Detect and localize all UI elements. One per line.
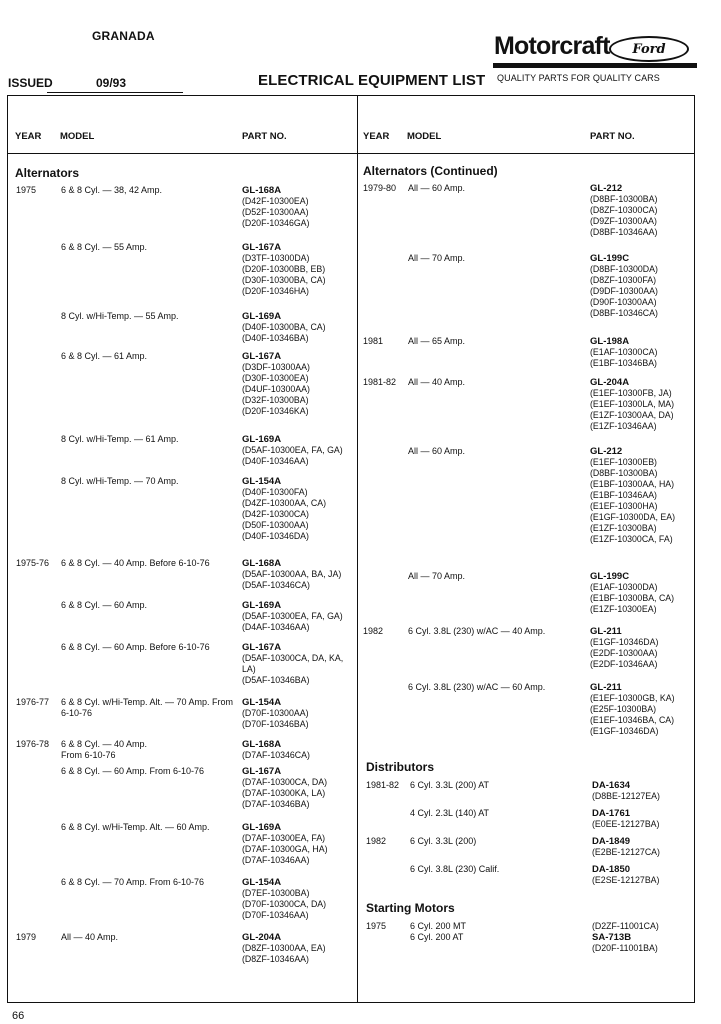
part-number: GL-154A [242, 697, 282, 708]
row-year: 1981-82 [363, 377, 397, 387]
part-subnumber: (D40F-10300BA, CA) [242, 322, 326, 332]
part-subnumber: (D52F-10300AA) [242, 207, 309, 217]
row-model: 8 Cyl. w/Hi-Temp. — 61 Amp. [61, 434, 179, 444]
part-subnumber: (E1EF-10300FB, JA) [590, 388, 672, 398]
part-subnumber: (D8BF-10346CA) [590, 308, 658, 318]
part-subnumber: (D7AF-10300EA, FA) [242, 833, 326, 843]
row-year: 1975-76 [16, 558, 50, 568]
part-subnumber: (D32F-10300BA) [242, 395, 309, 405]
part-subnumber: (D9DF-10300AA) [590, 286, 658, 296]
row-year: 1976-77 [16, 697, 50, 707]
part-subnumber: (D9ZF-10300AA) [590, 216, 657, 226]
part-number: GL-154A [242, 476, 282, 487]
section-alternators: Alternators [15, 166, 80, 180]
header-rule [7, 153, 695, 154]
part-subnumber: (D5AF-10300EA, FA, GA) [242, 611, 343, 621]
part-subnumber: (D20F-10300BB, EB) [242, 264, 326, 274]
part-number: GL-169A [242, 311, 282, 322]
row-model: 6 & 8 Cyl. w/Hi-Temp. Alt. — 60 Amp. [61, 822, 210, 832]
part-subnumber: (E1AF-10300CA) [590, 347, 658, 357]
col-model-header-right: MODEL [407, 131, 442, 142]
row-year: 1979-80 [363, 183, 397, 193]
col-year-header-right: YEAR [363, 131, 390, 142]
part-subnumber: (D30F-10300BA, CA) [242, 275, 326, 285]
issued-underline [47, 92, 183, 93]
part-subnumber: (D42F-10300EA) [242, 196, 309, 206]
part-number: GL-212 [590, 446, 623, 457]
row-model: All — 40 Amp. [408, 377, 466, 387]
part-subnumber: (E1BF-10300BA, CA) [590, 593, 675, 603]
part-number: GL-168A [242, 739, 282, 750]
part-number: GL-167A [242, 642, 282, 653]
tagline: QUALITY PARTS FOR QUALITY CARS [497, 73, 660, 83]
part-subnumber: (D20F-10346KA) [242, 406, 309, 416]
part-number: GL-212 [590, 183, 623, 194]
row-model: 8 Cyl. w/Hi-Temp. — 55 Amp. [61, 311, 179, 321]
row-model: All — 65 Amp. [408, 336, 466, 346]
part-subnumber: (E1AF-10300DA) [590, 582, 658, 592]
row-year: 1982 [363, 626, 384, 636]
part-subnumber: (D20F-11001BA) [592, 943, 658, 953]
part-subnumber: (D8BF-10300BA) [590, 468, 658, 478]
col-model-header: MODEL [60, 131, 95, 142]
row-model: 6 & 8 Cyl. — 60 Amp. From 6-10-76 [61, 766, 205, 776]
part-subnumber: (D40F-10346BA) [242, 333, 309, 343]
part-subnumber: (E1GF-10346DA) [590, 726, 659, 736]
row-model: 6 & 8 Cyl. — 60 Amp. Before 6-10-76 [61, 642, 210, 652]
row-year: 1981 [363, 336, 384, 346]
part-subnumber: (D5AF-10346CA) [242, 580, 310, 590]
row-year: 1981-82 [366, 780, 400, 790]
part-subnumber: (E1ZF-10346AA) [590, 421, 657, 431]
page-number: 66 [12, 1010, 25, 1022]
part-subnumber: (E1ZF-10300EA) [590, 604, 657, 614]
column-divider [357, 95, 358, 1003]
part-subnumber: (D30F-10300EA) [242, 373, 309, 383]
part-number: GL-154A [242, 877, 282, 888]
part-subnumber: (E2DF-10300AA) [590, 648, 658, 658]
part-subnumber: (D7AF-10346BA) [242, 799, 310, 809]
part-subnumber: (D20F-10346HA) [242, 286, 309, 296]
part-number: GL-198A [590, 336, 630, 347]
part-number: GL-169A [242, 600, 282, 611]
part-number: GL-204A [242, 932, 282, 943]
row-model: 6 & 8 Cyl. — 61 Amp. [61, 351, 148, 361]
row-year: 1975 [16, 185, 37, 195]
part-number: GL-199C [590, 253, 630, 264]
row-model: From 6-10-76 [61, 750, 116, 760]
part-subnumber: (D70F-10346BA) [242, 719, 309, 729]
part-subnumber: LA) [242, 664, 256, 674]
part-subnumber: (D8ZF-10300AA, EA) [242, 943, 326, 953]
row-model: 6 & 8 Cyl. w/Hi-Temp. Alt. — 70 Amp. From [61, 697, 234, 707]
row-model: 6-10-76 [61, 708, 93, 718]
row-model: All — 60 Amp. [408, 183, 466, 193]
section-starting-motors: Starting Motors [366, 901, 455, 915]
ford-oval-logo: Ford [609, 36, 689, 62]
part-subnumber: (D5AF-10300AA, BA, JA) [242, 569, 342, 579]
section-alternators-continued: Alternators (Continued) [363, 164, 498, 178]
row-model: 6 & 8 Cyl. — 40 Amp. Before 6-10-76 [61, 558, 210, 568]
part-number: GL-167A [242, 242, 282, 253]
part-number: DA-1849 [592, 836, 631, 847]
part-subnumber: (D42F-10300CA) [242, 509, 309, 519]
part-subnumber: (D70F-10346AA) [242, 910, 309, 920]
part-subnumber: (D20F-10346GA) [242, 218, 310, 228]
part-subnumber: (E1BF-10346AA) [590, 490, 657, 500]
part-subnumber: (D8ZF-10300FA) [590, 275, 656, 285]
part-subnumber: (E1GF-10346DA) [590, 637, 659, 647]
part-subnumber: (D8BE-12127EA) [592, 791, 660, 801]
part-subnumber: (D7AF-10346AA) [242, 855, 310, 865]
part-number: DA-1761 [592, 808, 631, 819]
row-model: 6 & 8 Cyl. — 60 Amp. [61, 600, 148, 610]
part-subnumber: (E25F-10300BA) [590, 704, 657, 714]
part-number: DA-1634 [592, 780, 631, 791]
part-number: GL-169A [242, 434, 282, 445]
part-subnumber: (D40F-10300FA) [242, 487, 308, 497]
part-subnumber: (D5AF-10300CA, DA, KA, [242, 653, 344, 663]
part-subnumber: (D8BF-10346AA) [590, 227, 658, 237]
col-part-header-right: PART NO. [590, 131, 635, 142]
part-subnumber: (D8ZF-10346AA) [242, 954, 309, 964]
row-model: 6 Cyl. 3.3L (200) AT [410, 780, 490, 790]
part-subnumber: (D4ZF-10300AA, CA) [242, 498, 327, 508]
vehicle-name: GRANADA [92, 29, 155, 43]
part-subnumber: (D8ZF-10300CA) [590, 205, 658, 215]
part-subnumber: (D5AF-10346BA) [242, 675, 310, 685]
part-subnumber: (D7EF-10300BA) [242, 888, 310, 898]
part-subnumber: (E1BF-10346BA) [590, 358, 657, 368]
part-number: GL-167A [242, 766, 282, 777]
part-subnumber: (D7AF-10300KA, LA) [242, 788, 326, 798]
row-model: 6 & 8 Cyl. — 40 Amp. [61, 739, 148, 749]
row-model: 6 Cyl. 200 AT [410, 932, 464, 942]
page-title: ELECTRICAL EQUIPMENT LIST [258, 72, 486, 89]
part-subnumber: (D40F-10346DA) [242, 531, 309, 541]
part-subnumber: (D2ZF-11001CA) [592, 921, 659, 931]
part-number: GL-168A [242, 185, 282, 196]
part-number: GL-211 [590, 626, 622, 637]
part-subnumber: (E1ZF-10300AA, DA) [590, 410, 674, 420]
row-year: 1982 [366, 836, 387, 846]
col-part-header: PART NO. [242, 131, 287, 142]
part-number: GL-199C [590, 571, 630, 582]
part-number: DA-1850 [592, 864, 631, 875]
part-subnumber: (D40F-10346AA) [242, 456, 309, 466]
part-subnumber: (E1EF-10346BA, CA) [590, 715, 675, 725]
row-model: All — 60 Amp. [408, 446, 466, 456]
part-subnumber: (D3TF-10300DA) [242, 253, 310, 263]
motorcraft-logo: Motorcraft [494, 32, 610, 60]
col-year-header: YEAR [15, 131, 42, 142]
part-subnumber: (D7AF-10300GA, HA) [242, 844, 328, 854]
section-distributors: Distributors [366, 760, 435, 774]
part-subnumber: (D7AF-10300CA, DA) [242, 777, 328, 787]
row-model: 6 & 8 Cyl. — 55 Amp. [61, 242, 148, 252]
row-model: All — 70 Amp. [408, 571, 466, 581]
row-year: 1975 [366, 921, 387, 931]
row-model: All — 70 Amp. [408, 253, 466, 263]
part-subnumber: (E1ZF-10300CA, FA) [590, 534, 673, 544]
issued-label: ISSUED [8, 76, 53, 90]
part-subnumber: (E1EF-10300GB, KA) [590, 693, 675, 703]
part-subnumber: (D7AF-10346CA) [242, 750, 310, 760]
part-subnumber: (E1ZF-10300BA) [590, 523, 657, 533]
part-subnumber: (D8BF-10300BA) [590, 194, 658, 204]
part-number: SA-713B [592, 932, 632, 943]
row-model: 6 & 8 Cyl. — 38, 42 Amp. [61, 185, 163, 195]
row-model: 4 Cyl. 2.3L (140) AT [410, 808, 490, 818]
part-number: GL-167A [242, 351, 282, 362]
part-subnumber: (D90F-10300AA) [590, 297, 657, 307]
part-subnumber: (E1EF-10300LA, MA) [590, 399, 675, 409]
row-model: 6 Cyl. 3.8L (230) w/AC — 60 Amp. [408, 682, 546, 692]
row-model: 8 Cyl. w/Hi-Temp. — 70 Amp. [61, 476, 179, 486]
part-subnumber: (E2SE-12127BA) [592, 875, 660, 885]
part-subnumber: (E1BF-10300AA, HA) [590, 479, 675, 489]
part-subnumber: (E2BE-12127CA) [592, 847, 660, 857]
part-subnumber: (D8BF-10300DA) [590, 264, 658, 274]
part-subnumber: (D3DF-10300AA) [242, 362, 310, 372]
logo-bar [493, 63, 697, 68]
part-subnumber: (D70F-10300AA) [242, 708, 309, 718]
row-model: 6 Cyl. 200 MT [410, 921, 467, 931]
part-number: GL-204A [590, 377, 630, 388]
part-subnumber: (D4UF-10300AA) [242, 384, 310, 394]
part-subnumber: (E2DF-10346AA) [590, 659, 658, 669]
part-subnumber: (D50F-10300AA) [242, 520, 309, 530]
part-subnumber: (E0EE-12127BA) [592, 819, 660, 829]
part-subnumber: (E1EF-10300EB) [590, 457, 657, 467]
part-subnumber: (D4AF-10346AA) [242, 622, 310, 632]
row-model: 6 Cyl. 3.8L (230) Calif. [410, 864, 500, 874]
row-model: All — 40 Amp. [61, 932, 119, 942]
row-model: 6 & 8 Cyl. — 70 Amp. From 6-10-76 [61, 877, 205, 887]
row-model: 6 Cyl. 3.3L (200) [410, 836, 477, 846]
part-subnumber: (E1EF-10300HA) [590, 501, 658, 511]
part-number: GL-169A [242, 822, 282, 833]
row-year: 1976-78 [16, 739, 50, 749]
row-model: 6 Cyl. 3.8L (230) w/AC — 40 Amp. [408, 626, 546, 636]
row-year: 1979 [16, 932, 37, 942]
part-subnumber: (D70F-10300CA, DA) [242, 899, 327, 909]
part-number: GL-168A [242, 558, 282, 569]
part-number: GL-211 [590, 682, 622, 693]
issued-date: 09/93 [96, 76, 127, 90]
part-subnumber: (E1GF-10300DA, EA) [590, 512, 676, 522]
part-subnumber: (D5AF-10300EA, FA, GA) [242, 445, 343, 455]
